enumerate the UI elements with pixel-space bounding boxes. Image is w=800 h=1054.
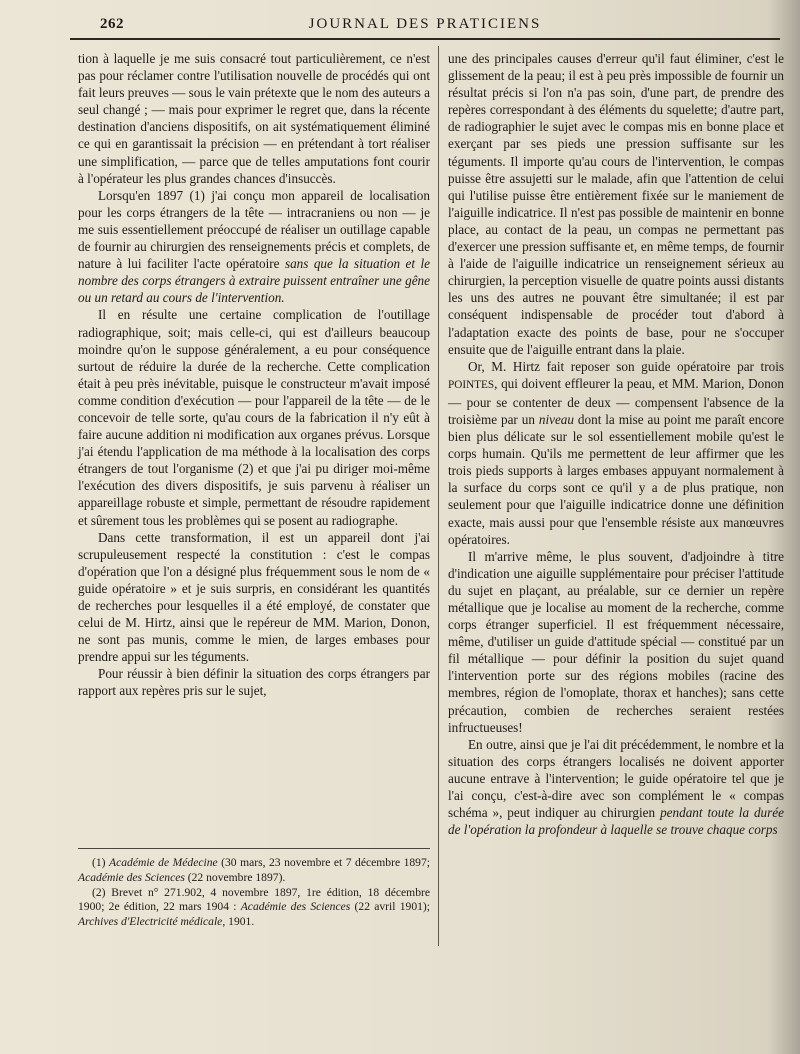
paragraph	[78, 529, 430, 666]
paragraph-text: pendant toute la durée de l'opération la profondeur à laquelle se trouve chaque corps	[448, 805, 784, 838]
paragraph-text: Dans cette transformation, il est un appareil dont j'ai scrupuleusement respecté la constitution : c'est le compas d'opération que l'on a désigné plus fréquemment sous le nom de « guide opératoire » et je suis surpris, en considérant les quantités de recherches pour lesquelles il a été employé, de constater que celui de M. Hirtz, ainsi que le repéreur de MM. Marion, Donon, ne sont pas munis, comme le mien, de larges embases pour prendre appui sur les téguments.	[78, 529, 430, 665]
paragraph-text: dont la mise au point me paraît encore bien plus délicate sur le sol essentiellement mobile qu'est le corps humain. Qu'ils me permettent de leur affirmer que les trois pieds supports à larges embases appuyant normalement à la surface du corps sont ce qu'il y a de plus pratique, non seulement pour que l'aiguille indicatrice donne une définition exacte, mais aussi pour que l'ensemble résiste aux manœuvres opératoires.	[448, 411, 784, 547]
paragraph-text: , qui doivent effleurer la peau, et MM. Marion, Donon — pour se contenter de deux — compensent l'absence de la troisième par un	[448, 375, 784, 427]
footnote-text: (30 mars, 23 novembre et 7 décembre 1897;	[217, 856, 430, 869]
column-divider	[438, 46, 439, 946]
footnote	[78, 886, 430, 930]
left-column	[78, 50, 430, 700]
footnote-text: Archives d'Electricité médicale	[78, 915, 223, 929]
paragraph-text: Or, M. Hirtz fait reposer son guide opératoire par trois	[468, 358, 784, 374]
paragraph	[448, 358, 784, 548]
footnote-text: Académie des Sciences	[240, 900, 351, 914]
paragraph-text: Lorsqu'en 1897 (1) j'ai conçu mon appareil de localisation pour les corps étrangers de la tête — intracraniens ou non — je me suis essentiellement préoccupé de réaliser un outillage capable de fournir au chirurgien des renseignements précis et complets, de nature à lui faciliter l'acte opératoire	[78, 187, 430, 272]
paragraph	[448, 736, 784, 839]
paragraph-text: une des principales causes d'erreur qu'il faut éliminer, c'est le glissement de la peau; il est à peu près impossible de fournir un résultat précis si l'on n'a pas soin, d'une part, de prendre des repères correspondant à des éléments du squelette; d'autre part, de radiographier le sujet avec le compas mis en bonne place et exerçant par ses pieds une pression suffisante sur les téguments. Il importe qu'au cours de l'intervention, le compas puisse être assujetti sur le malade, afin que l'attention de celui qui l'utilise puisse être entièrement fixée sur le maniement de l'aiguille indicatrice. Il n'est pas possible de maintenir en bonne place, au contact de la peau, un compas ne permettant pas d'exercer une pression suffisante et, en même temps, de fournir à l'aide de l'aiguille indicatrice un renseignement sérieux au chirurgien, la perception visuelle de quatre points aussi distants les uns des autres ne pouvant être simultanée; il est par conséquent indispensable de procéder tout d'abord à l'adaptation exacte des points de base, pour ne s'occuper ensuite que de l'aiguille entrant dans la plaie.	[448, 51, 784, 357]
paragraph-text: Pour réussir à bien définir la situation des corps étrangers par rapport aux repères pris sur le sujet,	[78, 666, 430, 699]
right-column	[448, 50, 784, 838]
paragraph-text: En outre, ainsi que je l'ai dit précédemment, le nombre et la situation des corps étrangers localisés ne doivent apporter aucune entrave à l'intervention; le guide opératoire tel que je l'ai conçu, c'est-à-dire avec son complément le « compas schéma », peut indiquer au chirurgien	[448, 736, 784, 821]
paragraph-text: Il en résulte une certaine complication de l'outillage radiographique, soit; mais celle-ci, qui est d'ailleurs beaucoup moindre qu'on le suppose généralement, a eu pour conséquence surtout de réduire la durée de la recherche. Cette complication était à peu près inévitable, puisque le constructeur m'avait imposé comme condition d'exécution — pour l'appareil de la tête — de le concevoir de telle sorte, qu'au cours de la fabrication il n'y eût à faire aucune addition ni modification aux organes prévus. Lorsque j'ai étendu l'application de ma méthode à la localisation des corps étrangers de tout l'organisme (2) et que j'ai pu diriger moi-même l'exécution des divers dispositifs, je suis parvenu à réaliser un appareillage robuste et simple, permettant de résoudre rapidement et sûrement tous les problèmes qui se posent au radiographe.	[78, 307, 430, 528]
footnote-text: (22 novembre 1897).	[184, 870, 286, 884]
paragraph	[78, 665, 430, 699]
footnote-text: , 1901.	[222, 915, 255, 929]
footnotes	[78, 856, 430, 930]
paragraph-text: Il m'arrive même, le plus souvent, d'adjoindre à titre d'indication une aiguille supplémentaire pour préciser l'attitude du sujet en plaçant, au préalable, sur ce dernier un repère métallique que je localise au moment de la recherche, comme corps étranger superficiel. Il est fréquemment nécessaire, même, d'utiliser un guide d'attitude spécial — constitué par un fil métallique — pour définir la position du sujet quand l'intervention porte sur des régions mobiles (racine des membres, région de l'omoplate, thorax et hanches); sans cette précaution, combien de recherches seraient restées infructueuses!	[448, 548, 784, 735]
paragraph	[78, 50, 430, 187]
footnote-text: (22 avril 1901);	[350, 900, 431, 914]
footnote-number: (2)	[92, 885, 112, 899]
page-number: 262	[100, 16, 124, 32]
paragraph-text: tion à laquelle je me suis consacré tout particulièrement, ce n'est pas pour réclamer contre l'utilisation nouvelle de procédés qui ont fait leurs preuves — sous le vain prétexte que le nom des auteurs a seul changé ; — mais pour exprimer le regret que, dans la récente destination d'anciens dispositifs, on ait systématiquement éliminé ce qui en garantissait la précision — en prétendant à tort réaliser une simplification, — parce que de telles amputations font courir à l'opérateur les plus grandes chances d'insuccès.	[78, 51, 430, 186]
paragraph	[78, 306, 430, 528]
paragraph-text: POINTES	[448, 378, 495, 391]
paragraph	[448, 548, 784, 736]
footnote-text: Académie des Sciences	[78, 870, 185, 884]
paragraph-text: niveau	[538, 411, 574, 427]
footnote	[78, 856, 430, 886]
footnote-rule	[78, 848, 430, 849]
paragraph-italic-text: sans que la situation et le nombre des corps étrangers à extraire puissent entraîner une gêne ou un retard au cours de l'intervention.	[78, 256, 430, 306]
footnote-number: (1)	[92, 856, 109, 869]
running-header	[70, 12, 780, 40]
journal-title: JOURNAL DES PRATICIENS	[308, 16, 542, 32]
footnote-text: Brevet n° 271.902, 4 novembre 1897, 1re édition, 18 décembre 1900; 2e édition, 22 mars 1904 :	[78, 885, 430, 914]
paragraph	[448, 50, 784, 358]
footnote-text: Académie de Médecine	[109, 856, 218, 869]
paragraph	[78, 187, 430, 307]
